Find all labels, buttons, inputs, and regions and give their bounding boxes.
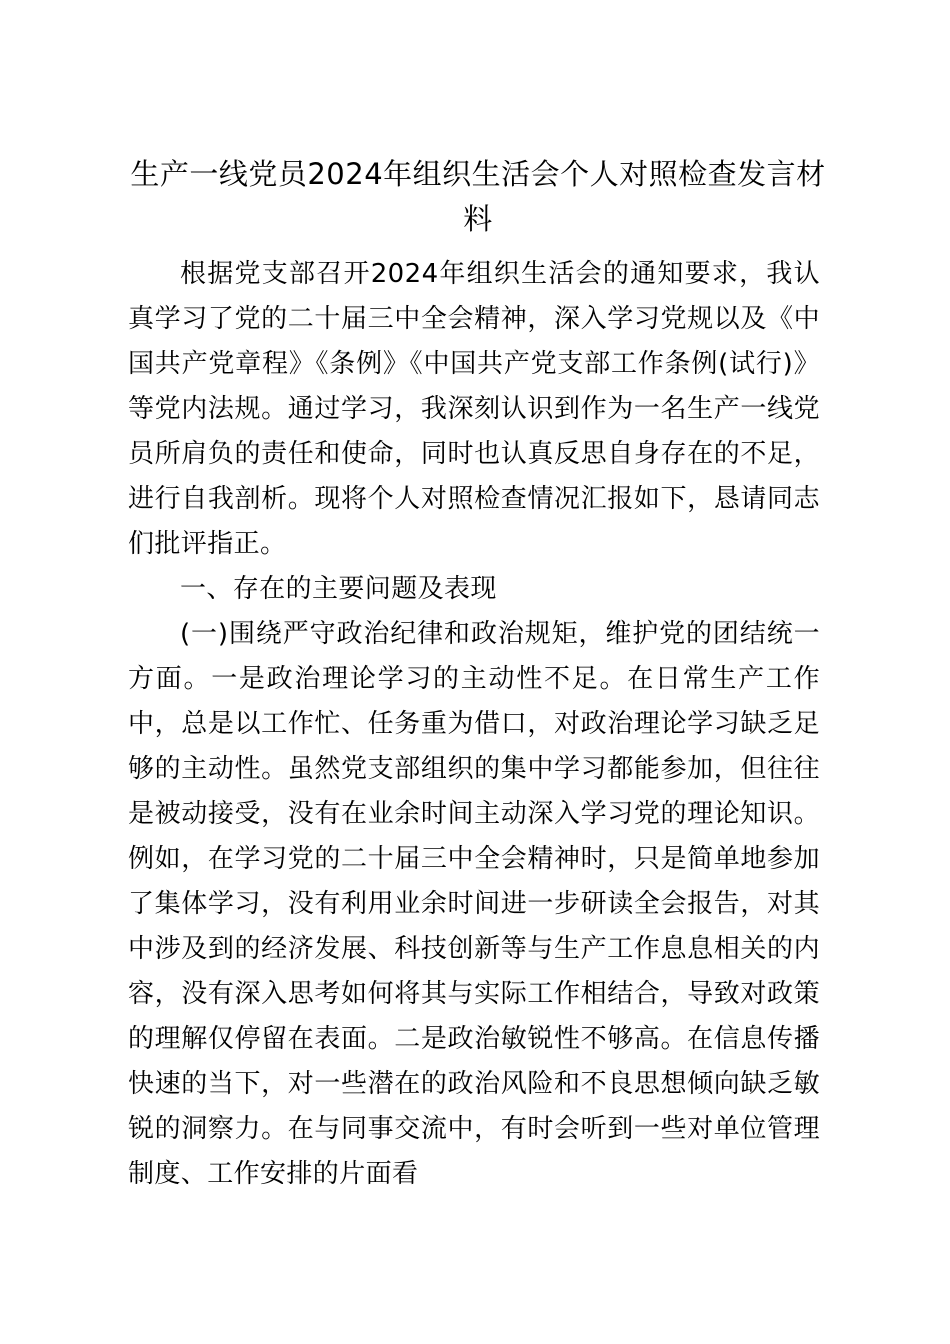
document-body bbox=[128, 252, 820, 1197]
section-heading: 一、存在的主要问题及表现 bbox=[180, 574, 497, 604]
body-paragraph: (一)围绕严守政治纪律和政治规矩，维护党的团结统一方面。一是政治理论学习的主动性不足。在日常生产工作中，总是以工作忙、任务重为借口，对政治理论学习缺乏足够的主动性。虽然党支部组织的集中学习都能参加，但往往是被动接受，没有在业余时间主动深入学习党的理论知识。例如，在学习党的二十届三中全会精神时，只是简单地参加了集体学习，没有利用业余时间进一步研读全会报告，对其中涉及到的经济发展、科技创新等与生产工作息息相关的内容，没有深入思考如何将其与实际工作相结合，导致对政策的理解仅停留在表面。二是政治敏锐性不够高。在信息传播快速的当下，对一些潜在的政治风险和不良思想倾向缺乏敏锐的洞察力。在与同事交流中，有时会听到一些对单位管理制度、工作安排的片面看 bbox=[128, 619, 820, 1189]
intro-paragraph: 根据党支部召开2024年组织生活会的通知要求，我认真学习了党的二十届三中全会精神，深入学习党规以及《中国共产党章程》《条例》《中国共产党支部工作条例(试行)》等党内法规。通过学习，我深刻认识到作为一名生产一线党员所肩负的责任和使命，同时也认真反思自身存在的不足，进行自我剖析。现将个人对照检查情况汇报如下，恳请同志们批评指正。 bbox=[128, 259, 820, 559]
document-title: 生产一线党员2024年组织生活会个人对照检查发言材料 bbox=[130, 157, 826, 236]
